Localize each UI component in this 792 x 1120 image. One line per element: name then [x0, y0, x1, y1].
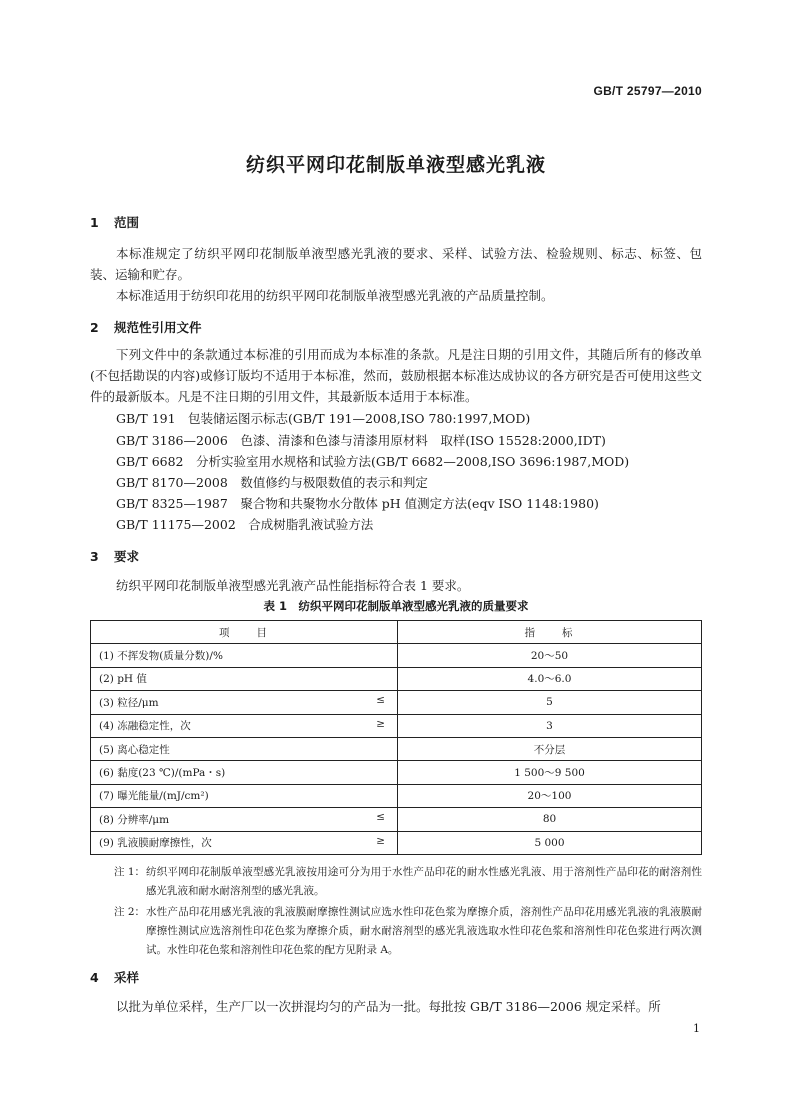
row-item: [91, 644, 398, 667]
paragraph: 本标准规定了纺织平网印花制版单液型感光乳液的要求、采样、试验方法、检验规则、标志、标签、包装、运输和贮存。: [90, 246, 702, 282]
requirements-table: [90, 620, 702, 855]
table-row: [91, 761, 702, 784]
table-row: [91, 737, 702, 760]
row-item: [91, 691, 398, 714]
limit-symbol: ≥: [376, 717, 385, 730]
section-number: 4: [90, 970, 99, 985]
reference-item: GB/T 191 包装储运图示标志(GB/T 191—2008,ISO 780:1997,MOD): [116, 411, 531, 426]
reference-item: GB/T 8325—1987 聚合物和共聚物水分散体 pH 值测定方法(eqv ISO 1148:1980): [116, 496, 599, 511]
limit-symbol: ≥: [376, 834, 385, 847]
item-label: (2) pH 值: [99, 673, 147, 686]
table-row: [91, 644, 702, 667]
item-label: (5) 离心稳定性: [99, 743, 170, 756]
section-title: 要求: [114, 549, 140, 564]
note-text: 水性产品印花用感光乳液的乳液膜耐摩擦性测试应选水性印花色浆为摩擦介质，溶剂性产品印花用感光乳液的乳液膜耐摩擦性测试应选溶剂性印花色浆为摩擦介质，耐水耐溶剂型的感光乳液选取水性印花色浆和溶剂性印花色浆进行两次测试。水性印花色浆和溶剂性印花色浆的配方见附录 A。: [146, 906, 702, 956]
row-value: 3: [398, 714, 702, 737]
header-value: 指 标: [398, 621, 702, 644]
section-title: 规范性引用文件: [114, 320, 202, 335]
row-item: [91, 737, 398, 760]
row-value: 20～50: [398, 644, 702, 667]
section-heading-2: [90, 318, 202, 336]
row-value: 4.0～6.0: [398, 667, 702, 690]
item-label: (6) 黏度(23 ℃)/(mPa・s): [99, 767, 226, 780]
table-row: [91, 784, 702, 807]
note-text: 纺织平网印花制版单液型感光乳液按用途可分为用于水性产品印花的耐水性感光乳液、用于溶剂性产品印花的耐溶剂性感光乳液和耐水耐溶剂型的感光乳液。: [146, 866, 702, 897]
table-note-1: [114, 863, 702, 901]
section-heading-1: [90, 213, 139, 231]
limit-symbol: ≤: [376, 694, 385, 707]
reference-item: GB/T 6682 分析实验室用水规格和试验方法(GB/T 6682—2008,ISO 3696:1987,MOD): [116, 454, 630, 469]
section-number: 3: [90, 549, 99, 564]
item-label: (4) 冻融稳定性，次: [99, 720, 191, 733]
row-value: 5: [398, 691, 702, 714]
row-value: 不分层: [398, 737, 702, 760]
table-row: [91, 831, 702, 854]
item-label: (3) 粒径/μm: [99, 696, 159, 709]
row-value: 1 500～9 500: [398, 761, 702, 784]
paragraph: 纺织平网印花制版单液型感光乳液产品性能指标符合表 1 要求。: [116, 578, 470, 593]
row-item: [91, 831, 398, 854]
section-number: 1: [90, 215, 99, 230]
reference-item: GB/T 8170—2008 数值修约与极限数值的表示和判定: [116, 475, 428, 490]
item-label: (7) 曝光能量/(mJ/cm²): [99, 790, 209, 803]
row-value: 80: [398, 808, 702, 831]
table-row: [91, 667, 702, 690]
row-item: [91, 761, 398, 784]
limit-symbol: ≤: [376, 811, 385, 824]
paragraph: 以批为单位采样，生产厂以一次拼混均匀的产品为一批。每批按 GB/T 3186—2006 规定采样。所: [116, 999, 661, 1014]
item-label: (8) 分辨率/μm: [99, 813, 170, 826]
table-row: [91, 714, 702, 737]
table-header-row: [91, 621, 702, 644]
header-item: 项 目: [91, 621, 398, 644]
document-title: 纺织平网印花制版单液型感光乳液: [245, 154, 546, 176]
table-caption: 表 1 纺织平网印花制版单液型感光乳液的质量要求: [263, 599, 529, 613]
row-item: [91, 714, 398, 737]
table-row: [91, 691, 702, 714]
note-label: 注 1：: [114, 866, 146, 878]
item-label: (9) 乳液膜耐摩擦性，次: [99, 837, 212, 850]
row-item: [91, 808, 398, 831]
section-number: 2: [90, 320, 99, 335]
section-heading-3: [90, 547, 139, 565]
standard-code: GB/T 25797—2010: [593, 84, 702, 98]
page-number: 1: [693, 1022, 700, 1035]
section-title: 范围: [114, 215, 140, 230]
section-title: 采样: [114, 970, 140, 985]
table-note-2: [114, 903, 702, 960]
item-label: (1) 不挥发物(质量分数)/%: [99, 650, 223, 663]
row-value: 20～100: [398, 784, 702, 807]
paragraph: 本标准适用于纺织印花用的纺织平网印花制版单液型感光乳液的产品质量控制。: [116, 288, 554, 303]
reference-item: GB/T 3186—2006 色漆、清漆和色漆与清漆用原材料 取样(ISO 15528:2000,IDT): [116, 433, 606, 448]
reference-item: GB/T 11175—2002 合成树脂乳液试验方法: [116, 517, 374, 532]
row-item: [91, 784, 398, 807]
table-row: [91, 808, 702, 831]
paragraph: 下列文件中的条款通过本标准的引用而成为本标准的条款。凡是注日期的引用文件，其随后所有的修改单(不包括勘误的内容)或修订版均不适用于本标准，然而，鼓励根据本标准达成协议的各方研究是否可使用这些文件的最新版本。凡是不注日期的引用文件，其最新版本适用于本标准。: [90, 347, 702, 404]
note-label: 注 2：: [114, 906, 146, 918]
row-value: 5 000: [398, 831, 702, 854]
row-item: [91, 667, 398, 690]
section-heading-4: [90, 968, 139, 986]
